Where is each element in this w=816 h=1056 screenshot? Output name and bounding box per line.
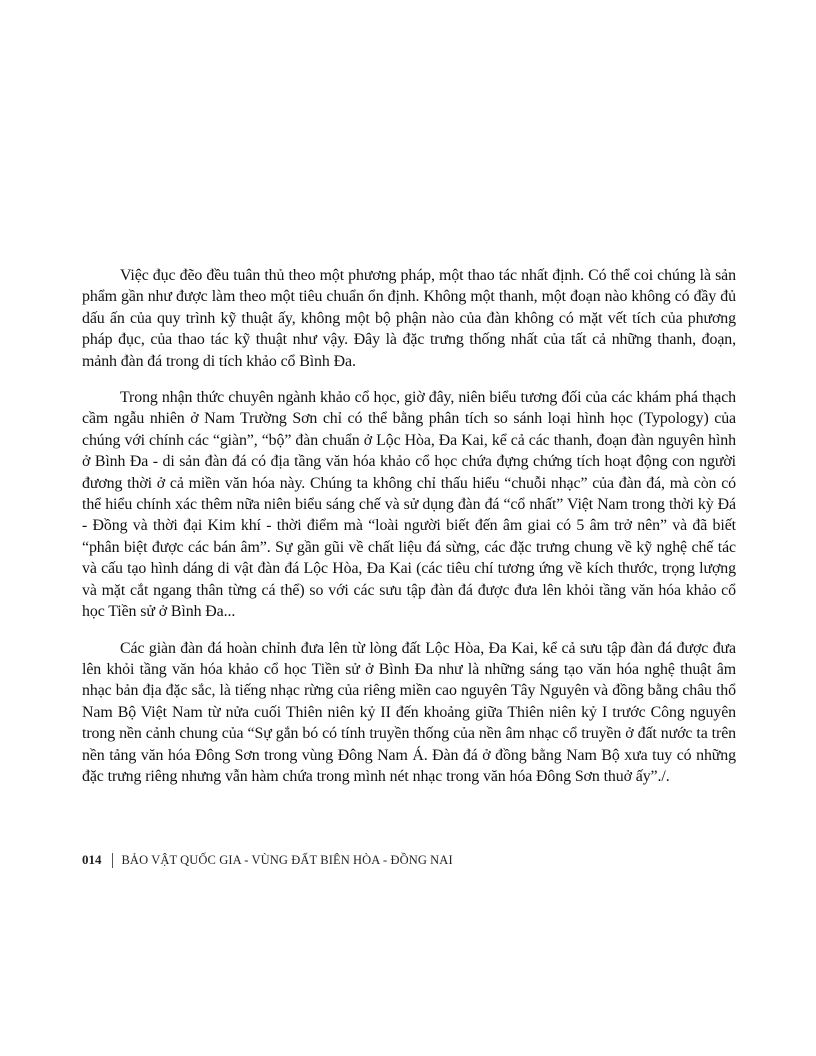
paragraph: Việc đục đẽo đều tuân thủ theo một phương pháp, một thao tác nhất định. Có thể coi chúng là sản phẩm gần như được làm theo một tiêu chuẩn ổn định. Không một thanh, một đoạn nào không có đầy đủ dấu ấn của quy trình kỹ thuật ấy, không một bộ phận nào của đàn không có mặt vết tích của phương pháp đục, của thao tác kỹ thuật như vậy. Đây là đặc trưng thống nhất của tất cả những thanh, đoạn, mảnh đàn đá trong di tích khảo cổ Bình Đa. <box>82 267 736 370</box>
footer-divider <box>112 853 113 868</box>
running-title: BẢO VẬT QUỐC GIA - VÙNG ĐẤT BIÊN HÒA - ĐỒNG NAI <box>121 852 453 867</box>
page-number: 014 <box>82 852 102 867</box>
paragraph: Trong nhận thức chuyên ngành khảo cổ học, giờ đây, niên biểu tương đối của các khám phá thạch cầm ngẫu nhiên ở Nam Trường Sơn chỉ có thể bằng phân tích so sánh loại hình học (Typology) của chúng với chính các “giàn”, “bộ” đàn chuẩn ở Lộc Hòa, Đa Kai, kể cả các thanh, đoạn đàn nguyên hình ở Bình Đa - di sản đàn đá có địa tầng văn hóa khảo cổ học chứa đựng chứng tích hoạt động con người đương thời ở cả miền văn hóa này. Chúng ta không chỉ thấu hiểu “chuỗi nhạc” của đàn đá, mà còn có thể hiểu chính xác thêm nữa niên biểu sáng chế và sử dụng đàn đá “cổ nhất” Việt Nam trong thời kỳ Đá - Đồng và thời đại Kim khí - thời điểm mà “loài người biết đến âm giai có 5 âm trở nên” và đã biết “phân biệt được các bán âm”. Sự gần gũi về chất liệu đá sừng, các đặc trưng chung về kỹ nghệ chế tác và cấu tạo hình dáng di vật đàn đá Lộc Hòa, Đa Kai (các tiêu chí tương ứng về kích thước, trọng lượng và mặt cắt ngang thân từng cá thể) so với các sưu tập đàn đá được đưa lên khỏi tầng văn hóa khảo cổ học Tiền sử ở Bình Đa... <box>82 389 736 621</box>
article-body <box>82 265 736 802</box>
paragraph: Các giàn đàn đá hoàn chỉnh đưa lên từ lòng đất Lộc Hòa, Đa Kai, kể cả sưu tập đàn đá được đưa lên khỏi tầng văn hóa khảo cổ học Tiền sử ở Bình Đa như là những sáng tạo văn hóa nghệ thuật âm nhạc bản địa đặc sắc, là tiếng nhạc rừng của riêng miền cao nguyên Tây Nguyên và đồng bằng châu thổ Nam Bộ Việt Nam từ nửa cuối Thiên niên kỷ II đến khoảng giữa Thiên niên kỷ I trước Công nguyên trong nền cảnh chung của “Sự gắn bó có tính truyền thống của nền âm nhạc cổ truyền ở đất nước ta trên nền tảng văn hóa Đông Sơn trong vùng Đông Nam Á. Đàn đá ở đồng bằng Nam Bộ xưa tuy có những đặc trưng riêng nhưng vẫn hàm chứa trong mình nét nhạc trong văn hóa Đông Sơn thuở ấy”./. <box>82 639 736 785</box>
page-footer <box>82 852 453 868</box>
